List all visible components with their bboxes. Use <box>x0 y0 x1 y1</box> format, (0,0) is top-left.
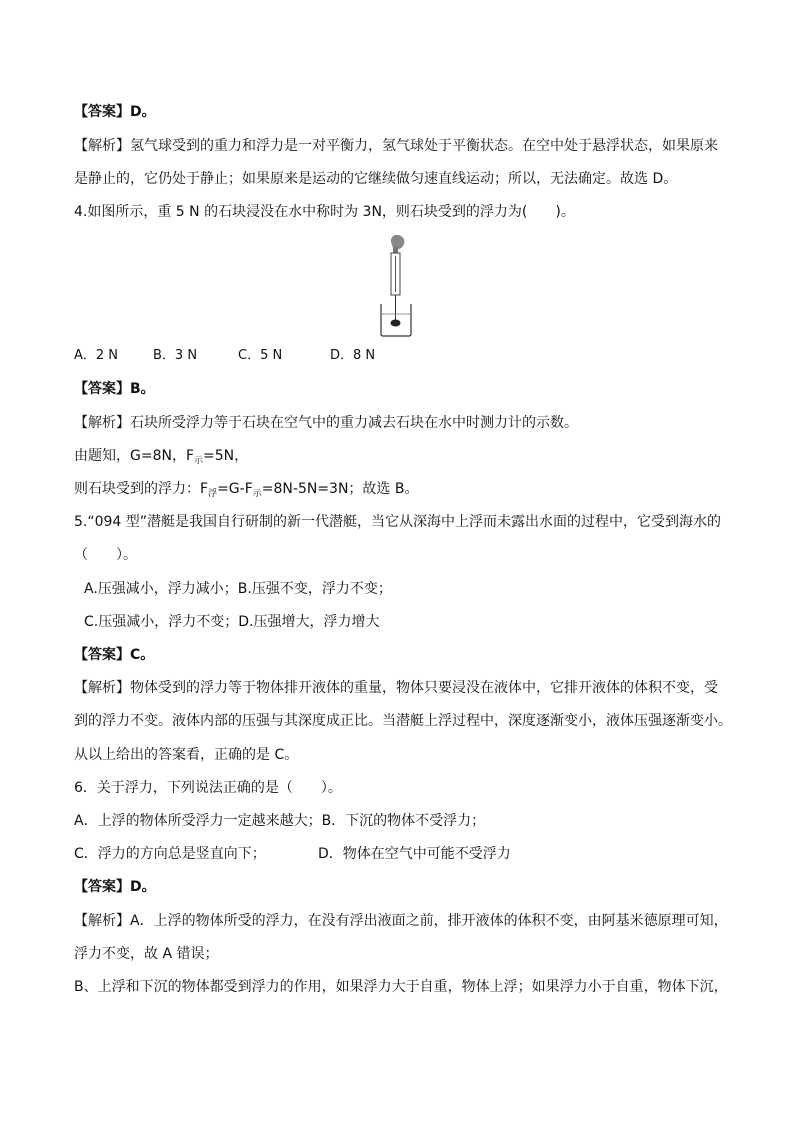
q3-answer: 【答案】D。 <box>74 104 156 120</box>
q4-option-a: A．2 N <box>74 348 119 363</box>
q5-options-line-2: C.压强减小，浮力不变；D.压强增大，浮力增大 <box>84 614 380 630</box>
q6-option-c: C．浮力的方向总是竖直向下； <box>74 846 266 862</box>
q6-stem: 6．关于浮力，下列说法正确的是（ ）。 <box>74 780 342 796</box>
q6-answer: 【答案】D。 <box>74 879 156 895</box>
q3-analysis-line-2: 是静止的，它仍处于静止；如果原来是运动的它继续做匀速直线运动；所以，无法确定。故选 D。 <box>74 171 678 187</box>
q5-stem-line-1: 5.“094 型”潜艇是我国自行研制的新一代潜艇，当它从深海中上浮而未露出水面的过程中，它受到海水的 <box>74 514 722 530</box>
q5-analysis-line-1: 【解析】物体受到的浮力等于物体排开液体的重量，物体只要浸没在液体中，它排开液体的体积不变，受 <box>74 680 718 696</box>
q4-given: 由题知，G=8N，$F_示=5N$， <box>74 448 249 466</box>
q6-options-ab <box>74 811 485 831</box>
q4-answer: 【答案】B。 <box>74 381 155 397</box>
q6-option-d: D．物体在空气中可能不受浮力 <box>318 846 511 862</box>
q4-result: 则石块受到的浮力：$F_浮=G-F_示=8N-5N=3N$；故选 B。 <box>74 481 419 499</box>
q5-options-line-1: A.压强减小，浮力减小；B.压强不变，浮力不变； <box>84 581 392 597</box>
q4-analysis: 【解析】石块所受浮力等于石块在空气中的重力减去石块在水中时测力计的示数。 <box>74 415 578 431</box>
q6-analysis-line-3: B、上浮和下沉的物体都受到浮力的作用，如果浮力大于自重，物体上浮；如果浮力小于自重，物体下沉， <box>74 979 728 995</box>
q4-option-d: D．8 N <box>330 348 376 363</box>
q6-option-b: B．下沉的物体不受浮力； <box>321 813 486 829</box>
q5-stem-line-2: （ ）。 <box>74 547 137 563</box>
q6-analysis-line-2: 浮力不变，故 A 错误； <box>74 946 219 962</box>
q4-option-b: B．3 N <box>153 348 198 363</box>
q4-option-c: C．5 N <box>238 348 283 363</box>
spring-scale-in-beaker-icon <box>376 232 416 338</box>
q3-analysis-line-1: 【解析】氢气球受到的重力和浮力是一对平衡力，氢气球处于平衡状态。在空中处于悬浮状态，如果原来 <box>74 138 718 154</box>
q6-analysis-line-1: 【解析】A．上浮的物体所受的浮力，在没有浮出液面之前，排开液体的体积不变，由阿基米德原理可知， <box>74 913 728 929</box>
q5-answer: 【答案】C。 <box>74 647 155 663</box>
q6-option-a: A．上浮的物体所受浮力一定越来越大； <box>74 813 322 829</box>
q5-analysis-line-3: 从以上给出的答案看，正确的是 C。 <box>74 747 299 763</box>
q5-analysis-line-2: 到的浮力不变。液体内部的压强与其深度成正比。当潜艇上浮过程中，深度逐渐变小，液体压强逐渐变小。 <box>74 713 732 729</box>
q4-stem: 4.如图所示，重 5 N 的石块浸没在水中称时为 3N，则石块受到的浮力为( )。 <box>74 204 575 220</box>
